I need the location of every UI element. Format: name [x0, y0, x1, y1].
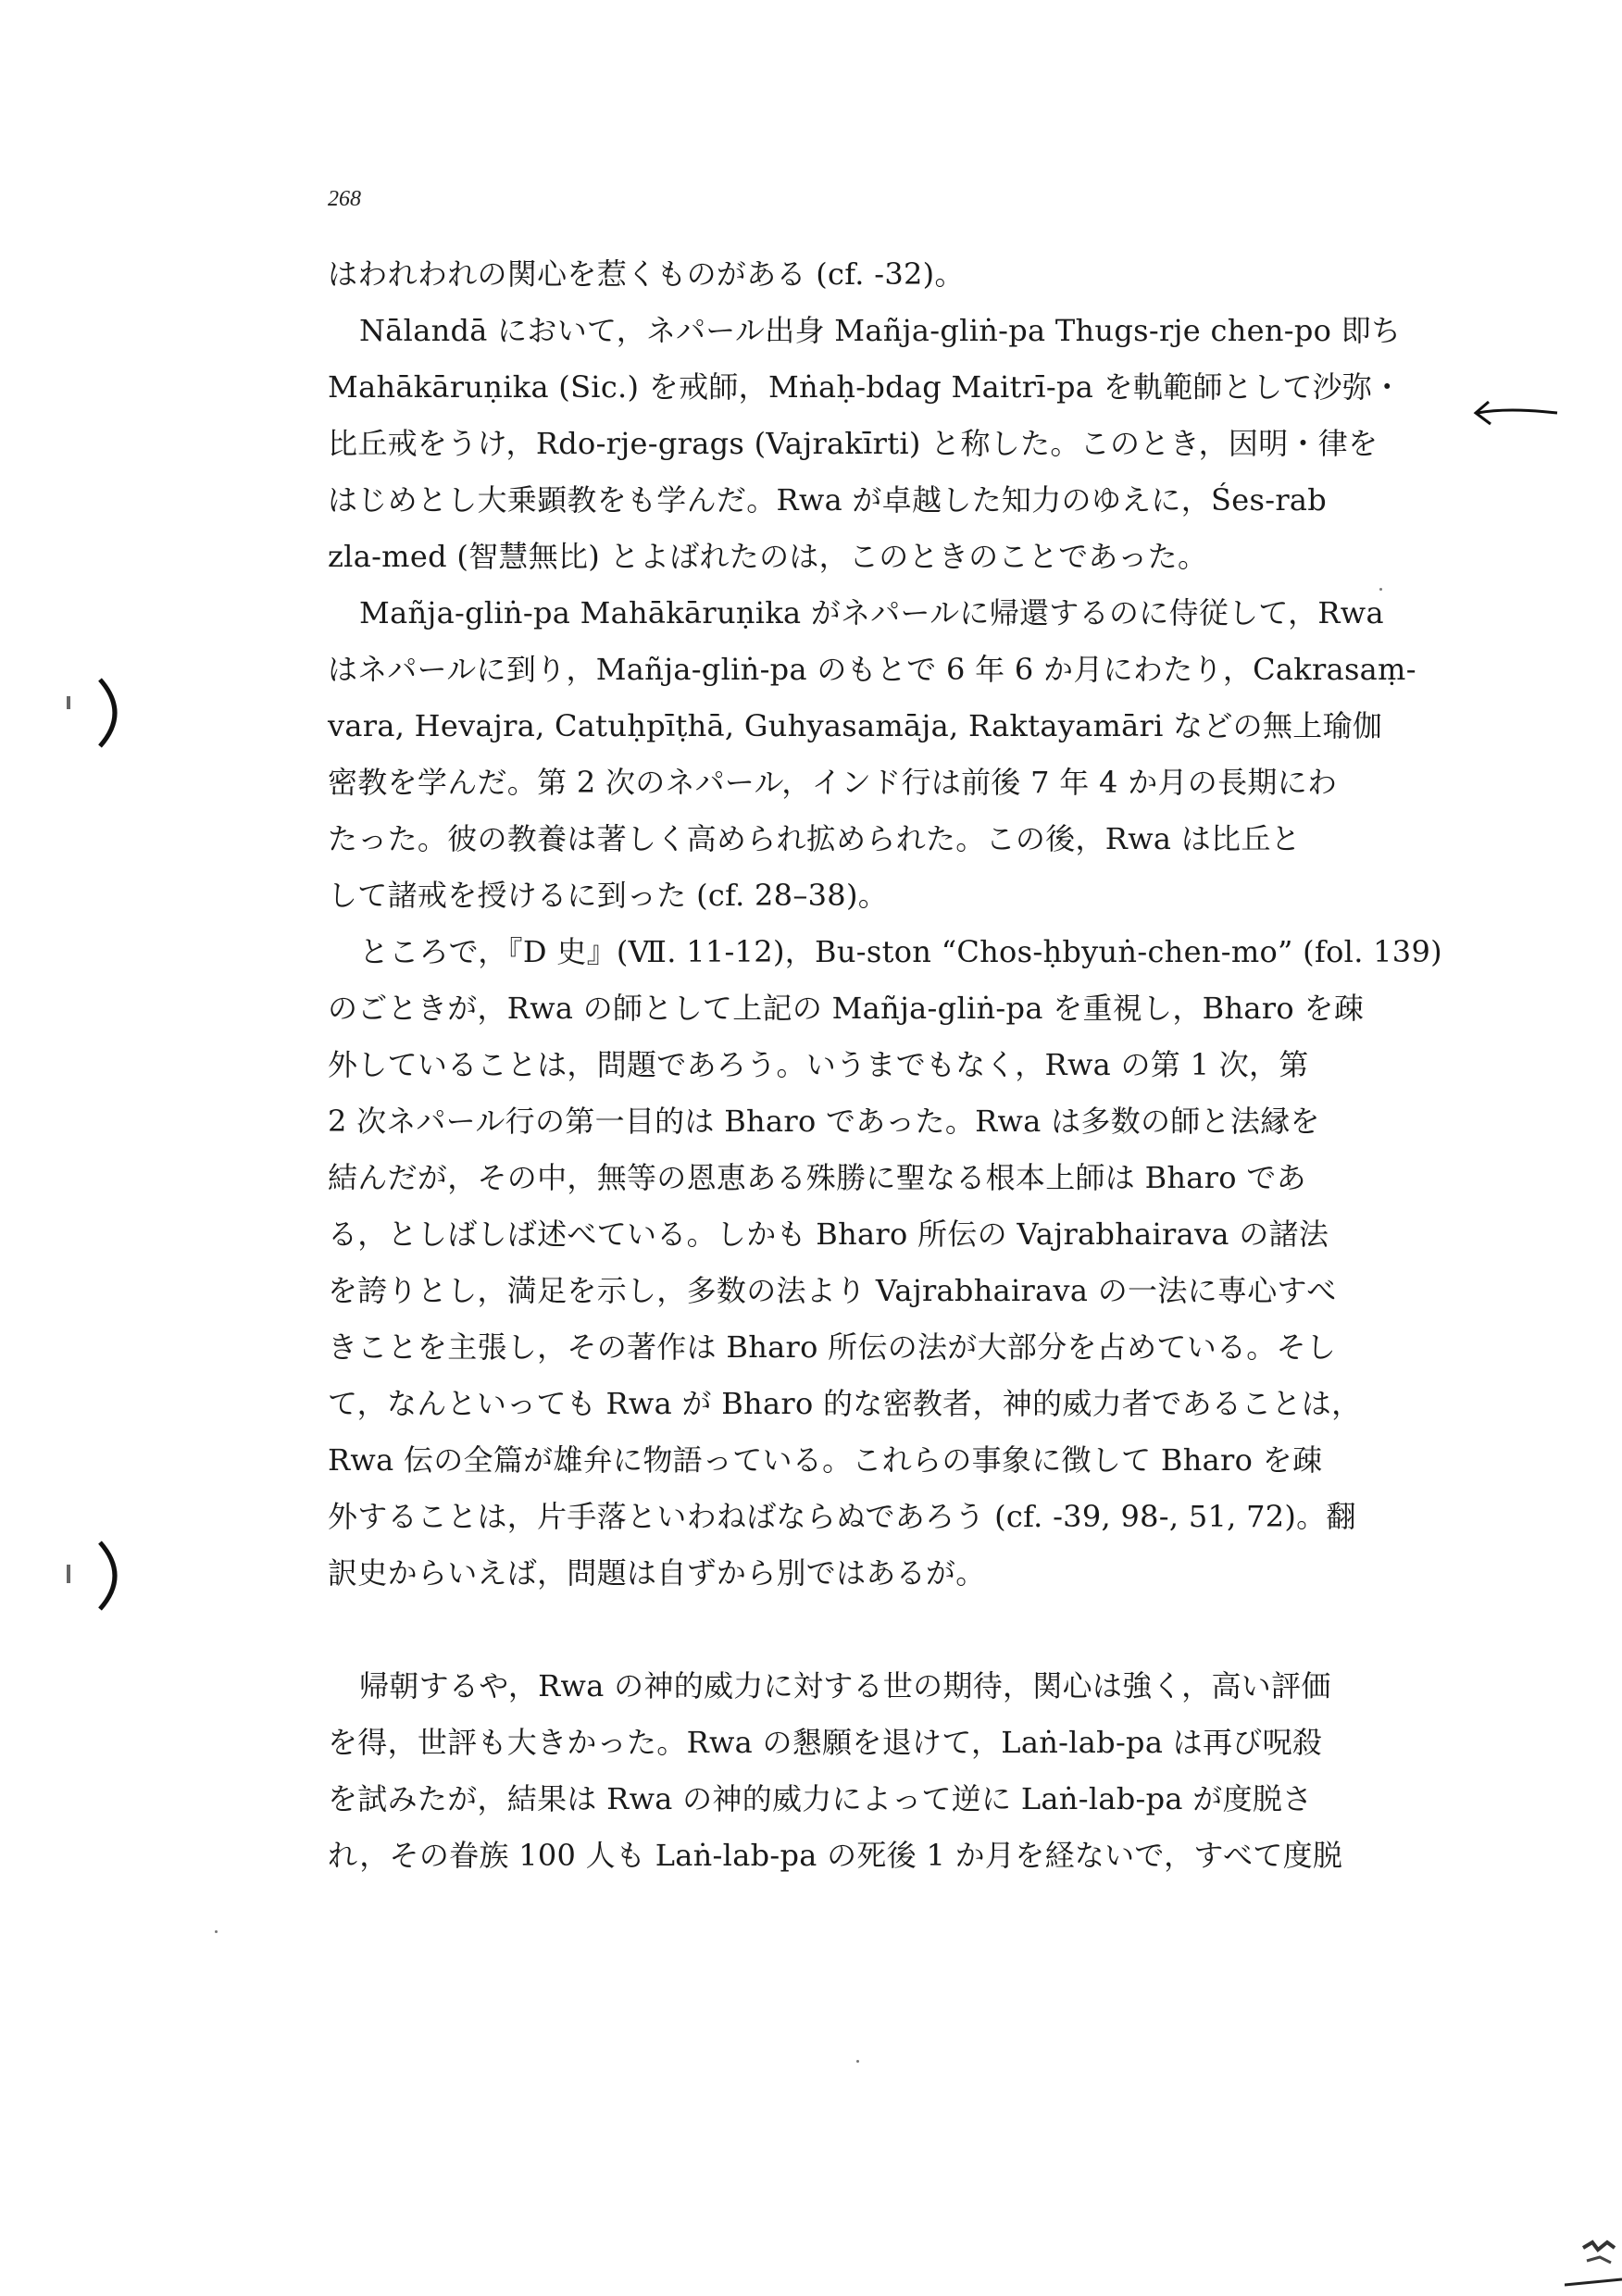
scan-artifact-icon — [1565, 2176, 1622, 2296]
page-number: 268 — [328, 187, 361, 211]
text-line: 訳史からいえば，問題は自ずから別ではあるが。 — [328, 1555, 986, 1591]
margin-parenthesis-icon — [94, 1539, 131, 1613]
text-line: Mañja-gliṅ-pa Mahākāruṇika がネパールに帰還するのに侍従して，Rwa — [359, 595, 1384, 630]
text-line: はじめとし大乗顕教をも学んだ。Rwa が卓越した知力のゆえに，Śes-rab — [328, 482, 1328, 518]
text-line: のごときが，Rwa の師として上記の Mañja-gliṅ-pa を重視し，Bharo を疎 — [328, 991, 1365, 1026]
text-line: を誇りとし，満足を示し，多数の法より Vajrabhairava の一法に専心すべ — [328, 1273, 1337, 1308]
text-line: 2 次ネパール行の第一目的は Bharo であった。Rwa は多数の師と法縁を — [328, 1104, 1320, 1139]
text-line: て，なんといっても Rwa が Bharo 的な密教者，神的威力者であることは， — [328, 1386, 1362, 1421]
text-line: 比丘戒をうけ，Rdo-rje-grags (Vajrakīrti) と称した。このとき，因明・律を — [328, 426, 1379, 461]
text-line: る，としばしば述べている。しかも Bharo 所伝の Vajrabhairava の諸法 — [328, 1217, 1329, 1252]
margin-tick — [67, 696, 70, 709]
margin-arrow-icon — [1470, 396, 1559, 430]
text-line: Rwa 伝の全篇が雄弁に物語っている。これらの事象に徴して Bharo を疎 — [328, 1442, 1323, 1478]
text-line: vara, Hevajra, Catuḥpīṭhā, Guhyasamāja, Raktayamāri などの無上瑜伽 — [328, 708, 1383, 743]
text-line: 結んだが，その中，無等の恩恵ある殊勝に聖なる根本上師は Bharo であ — [328, 1160, 1306, 1195]
speck — [856, 2060, 859, 2063]
speck — [215, 1930, 218, 1933]
speck — [1379, 588, 1382, 591]
text-line: Nālandā において，ネパール出身 Mañja-gliṅ-pa Thugs-rje chen-po 即ち — [359, 313, 1402, 348]
text-line: れ，その眷族 100 人も Laṅ-lab-pa の死後 1 か月を経ないで，すべて度脱 — [328, 1838, 1343, 1873]
text-line: ところで，『D 史』(Ⅶ. 11-12)，Bu-ston “Chos-ḥbyuṅ-chen-mo” (fol. 139) — [359, 934, 1442, 969]
text-line: を得，世評も大きかった。Rwa の懇願を退けて，Laṅ-lab-pa は再び呪殺 — [328, 1725, 1323, 1760]
text-line: はネパールに到り，Mañja-gliṅ-pa のもとで 6 年 6 か月にわたり，Cakrasaṃ- — [328, 652, 1416, 687]
text-line: はわれわれの関心を惹くものがある (cf. -32)。 — [328, 256, 965, 292]
text-line: を試みたが，結果は Rwa の神的威力によって逆に Laṅ-lab-pa が度脱さ — [328, 1781, 1313, 1816]
margin-tick — [67, 1565, 70, 1583]
text-line: 外していることは，問題であろう。いうまでもなく，Rwa の第 1 次，第 — [328, 1047, 1309, 1082]
body-text — [328, 256, 1448, 1893]
margin-parenthesis-icon — [94, 676, 131, 750]
text-line: きことを主張し，その著作は Bharo 所伝の法が大部分を占めている。そし — [328, 1329, 1337, 1365]
text-line: 帰朝するや，Rwa の神的威力に対する世の期待，関心は強く，高い評価 — [359, 1668, 1331, 1703]
text-line: 外することは，片手落といわねばならぬであろう (cf. -39, 98-, 51, 72)。翻 — [328, 1499, 1356, 1534]
text-line: たった。彼の教養は著しく高められ拡められた。この後，Rwa は比丘と — [328, 821, 1301, 856]
text-line: Mahākāruṇika (Sic.) を戒師，Mṅaḥ-bdag Maitrī-pa を軌範師として沙弥・ — [328, 369, 1403, 405]
text-line: 密教を学んだ。第 2 次のネパール，インド行は前後 7 年 4 か月の長期にわ — [328, 765, 1338, 800]
text-line: zla-med (智慧無比) とよばれたのは，このときのことであった。 — [328, 539, 1208, 574]
text-line: して諸戒を授けるに到った (cf. 28–38)。 — [328, 878, 889, 913]
section-gap — [328, 1611, 1448, 1667]
